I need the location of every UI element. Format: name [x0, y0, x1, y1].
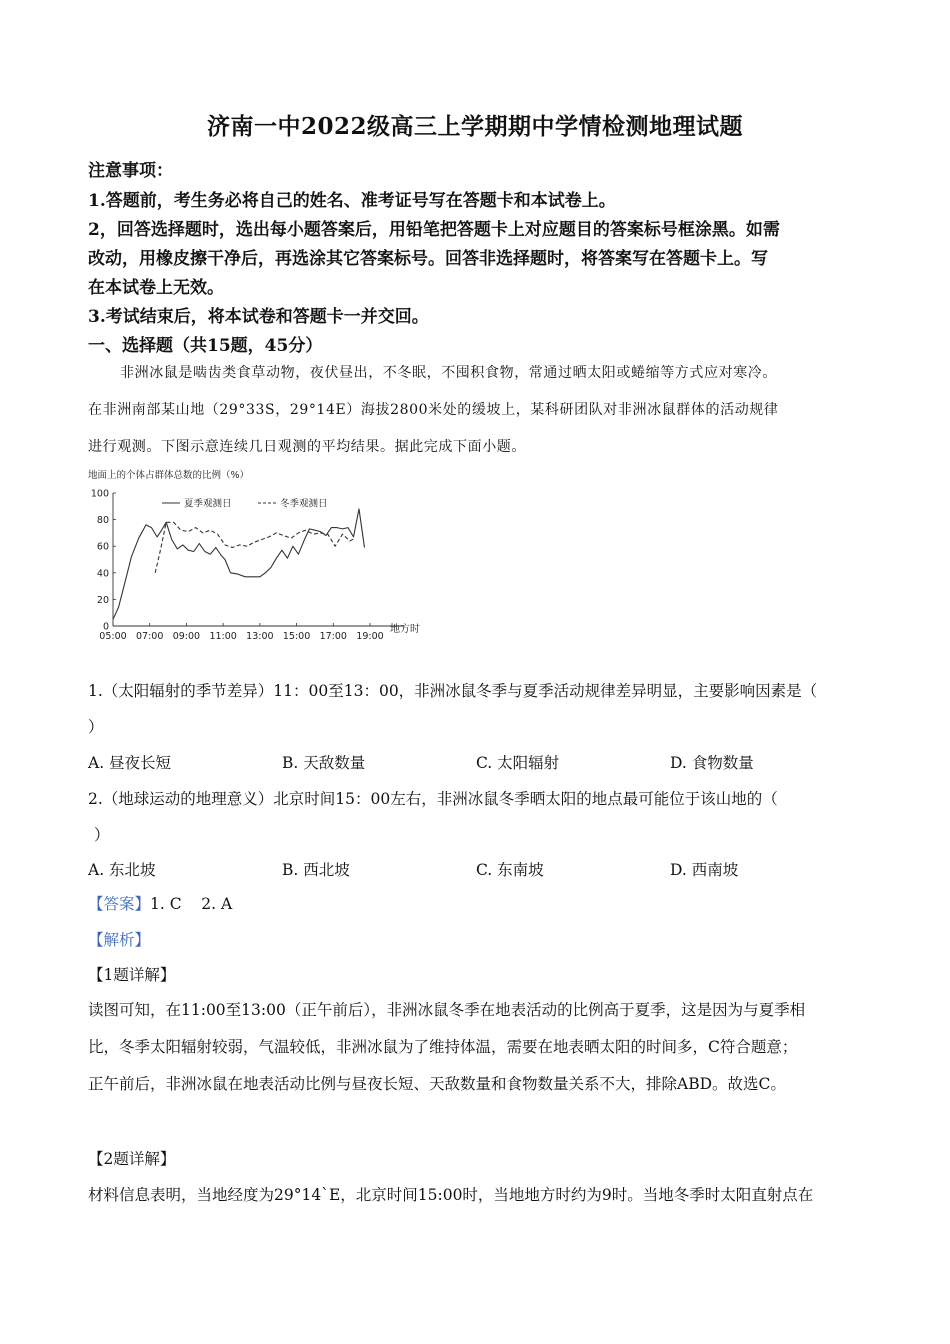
question-1-stem: 1.（太阳辐射的季节差异）11：00至13：00，非洲冰鼠冬季与夏季活动规律差异明显，主要影响因素是（: [88, 682, 818, 700]
detail-1-line: 读图可知，在11:00至13:00（正午前后），非洲冰鼠冬季在地表活动的比例高于夏季，这是因为与夏季相: [88, 1001, 806, 1019]
detail-1-line: 比，冬季太阳辐射较弱，气温较低，非洲冰鼠为了维持体温，需要在地表晒太阳的时间多，C符合题意；: [88, 1038, 798, 1056]
detail-2-heading: 【2题详解】: [88, 1150, 176, 1168]
x-tick-label: 19:00: [356, 631, 384, 642]
note-line: 2，回答选择题时，选出每小题答案后，用铅笔把答题卡上对应题目的答案标号框涂黑。如需: [88, 220, 780, 240]
passage-line: 非洲冰鼠是啮齿类食草动物，夜伏昼出，不冬眠，不囤积食物，常通过晒太阳或蜷缩等方式应对寒冷。: [120, 365, 777, 381]
series-summer-line: [113, 509, 365, 619]
y-tick-label: 60: [96, 541, 109, 553]
x-tick-label: 15:00: [282, 631, 311, 642]
chart-xlabel: 地方时: [390, 624, 420, 635]
chart-ylabel: 地面上的个体占群体总数的比例（%）: [88, 470, 250, 481]
page-title: 济南一中2022级高三上学期期中学情检测地理试题: [206, 113, 743, 140]
x-tick-label: 13:00: [246, 631, 274, 642]
x-tick-label: 17:00: [319, 631, 347, 642]
y-tick-label: 40: [96, 568, 109, 580]
passage-line: 进行观测。下图示意连续几日观测的平均结果。据此完成下面小题。: [88, 439, 526, 455]
answer-line: [88, 892, 868, 914]
q1-option-c: C. 太阳辐射: [476, 754, 560, 772]
q2-option-d: D. 西南坡: [670, 861, 739, 879]
x-tick-label: 09:00: [172, 631, 201, 642]
notes-heading: 注意事项：: [88, 161, 173, 181]
y-tick-label: 0: [102, 621, 109, 633]
analysis-tag: 【解析】: [88, 931, 151, 949]
q1-option-d: D. 食物数量: [670, 754, 754, 772]
q2-option-a: A. 东北坡: [88, 861, 156, 879]
q1-option-a: A. 昼夜长短: [88, 754, 172, 772]
section-heading: 一、选择题（共15题，45分）: [88, 336, 323, 356]
y-tick-label: 100: [90, 488, 109, 500]
x-tick-label: 11:00: [209, 631, 237, 642]
x-tick-label: 05:00: [99, 631, 127, 642]
note-line: 3.考试结束后，将本试卷和答题卡一并交回。: [88, 307, 429, 327]
answer-text: 1. C 2. A: [150, 895, 233, 913]
detail-1-heading: 【1题详解】: [88, 966, 176, 984]
note-line: 1.答题前，考生务必将自己的姓名、准考证号写在答题卡和本试卷上。: [88, 191, 616, 211]
legend-label: 夏季观测日: [184, 498, 232, 510]
x-tick-label: 07:00: [136, 631, 164, 642]
y-tick-label: 80: [96, 515, 109, 527]
detail-2-line: 材料信息表明，当地经度为29°14`E，北京时间15:00时，当地地方时约为9时。当地冬季时太阳直射点在: [88, 1186, 814, 1204]
question-2-paren: ）: [94, 826, 110, 844]
detail-1-line: 正午前后，非洲冰鼠在地表活动比例与昼夜长短、天敌数量和食物数量关系不大，排除ABD。故选C。: [88, 1075, 786, 1093]
question-1-paren: ）: [88, 718, 104, 736]
legend-label: 冬季观测日: [280, 498, 328, 510]
q1-option-b: B. 天敌数量: [282, 754, 366, 772]
note-line: 在本试卷上无效。: [88, 278, 224, 298]
question-2-stem: 2.（地球运动的地理意义）北京时间15：00左右，非洲冰鼠冬季晒太阳的地点最可能位于该山地的（: [88, 790, 778, 808]
note-line: 改动，用橡皮擦干净后，再选涂其它答案标号。回答非选择题时，将答案写在答题卡上。写: [88, 249, 768, 269]
y-tick-label: 20: [96, 594, 109, 606]
q2-option-c: C. 东南坡: [476, 861, 544, 879]
passage-line: 在非洲南部某山地（29°33S，29°14E）海拔2800米处的缓坡上，某科研团队对非洲冰鼠群体的活动规律: [88, 402, 779, 418]
answer-tag: 【答案】: [88, 895, 151, 913]
q2-option-b: B. 西北坡: [282, 861, 350, 879]
activity-line-chart: [86, 466, 432, 648]
